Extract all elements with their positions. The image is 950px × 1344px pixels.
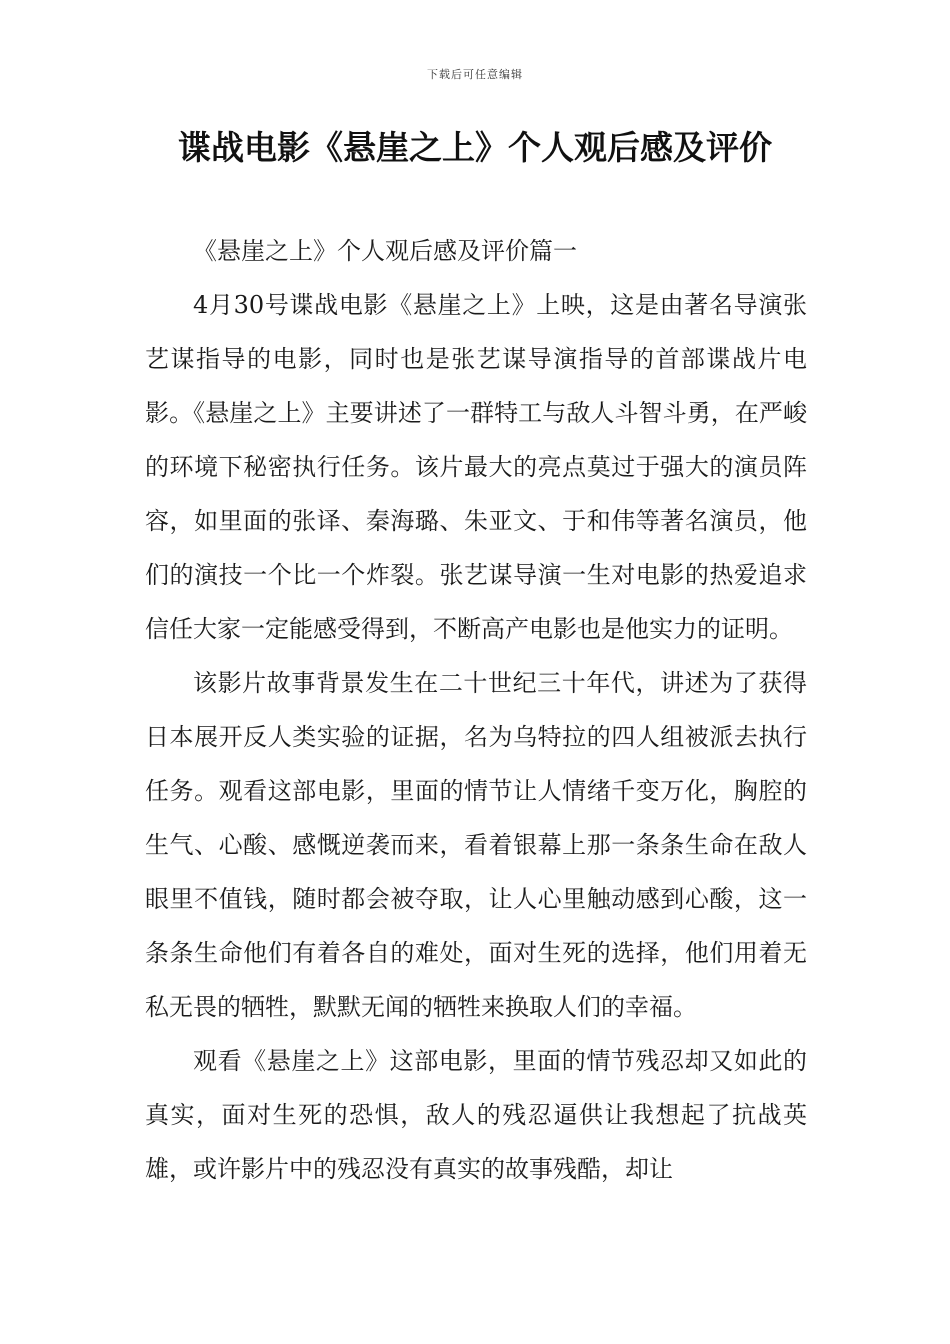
header-note: 下载后可任意编辑 — [427, 68, 523, 81]
document-title: 谍战电影《悬崖之上》个人观后感及评价 — [178, 128, 772, 167]
section-heading: 《悬崖之上》个人观后感及评价篇一 — [193, 237, 577, 265]
document-body — [145, 224, 807, 1196]
paragraph-3: 观看《悬崖之上》这部电影，里面的情节残忍却又如此的真实，面对生死的恐惧，敌人的残忍逼供让我想起了抗战英雄，或许影片中的残忍没有真实的故事残酷，却让 — [145, 1047, 807, 1183]
paragraph-2: 该影片故事背景发生在二十世纪三十年代，讲述为了获得日本展开反人类实验的证据，名为乌特拉的四人组被派去执行任务。观看这部电影，里面的情节让人情绪千变万化，胸腔的生气、心酸、感慨逆袭而来，看着银幕上那一条条生命在敌人眼里不值钱，随时都会被夺取，让人心里触动感到心酸，这一条条生命他们有着各自的难处，面对生死的选择，他们用着无私无畏的牺牲，默默无闻的牺牲来换取人们的幸福。 — [145, 669, 807, 1021]
paragraph-1: 4月30号谍战电影《悬崖之上》上映，这是由著名导演张艺谋指导的电影，同时也是张艺谋导演指导的首部谍战片电影。《悬崖之上》主要讲述了一群特工与敌人斗智斗勇，在严峻的环境下秘密执行任务。该片最大的亮点莫过于强大的演员阵容，如里面的张译、秦海璐、朱亚文、于和伟等著名演员，他们的演技一个比一个炸裂。张艺谋导演一生对电影的热爱追求信任大家一定能感受得到，不断高产电影也是他实力的证明。 — [145, 291, 807, 643]
